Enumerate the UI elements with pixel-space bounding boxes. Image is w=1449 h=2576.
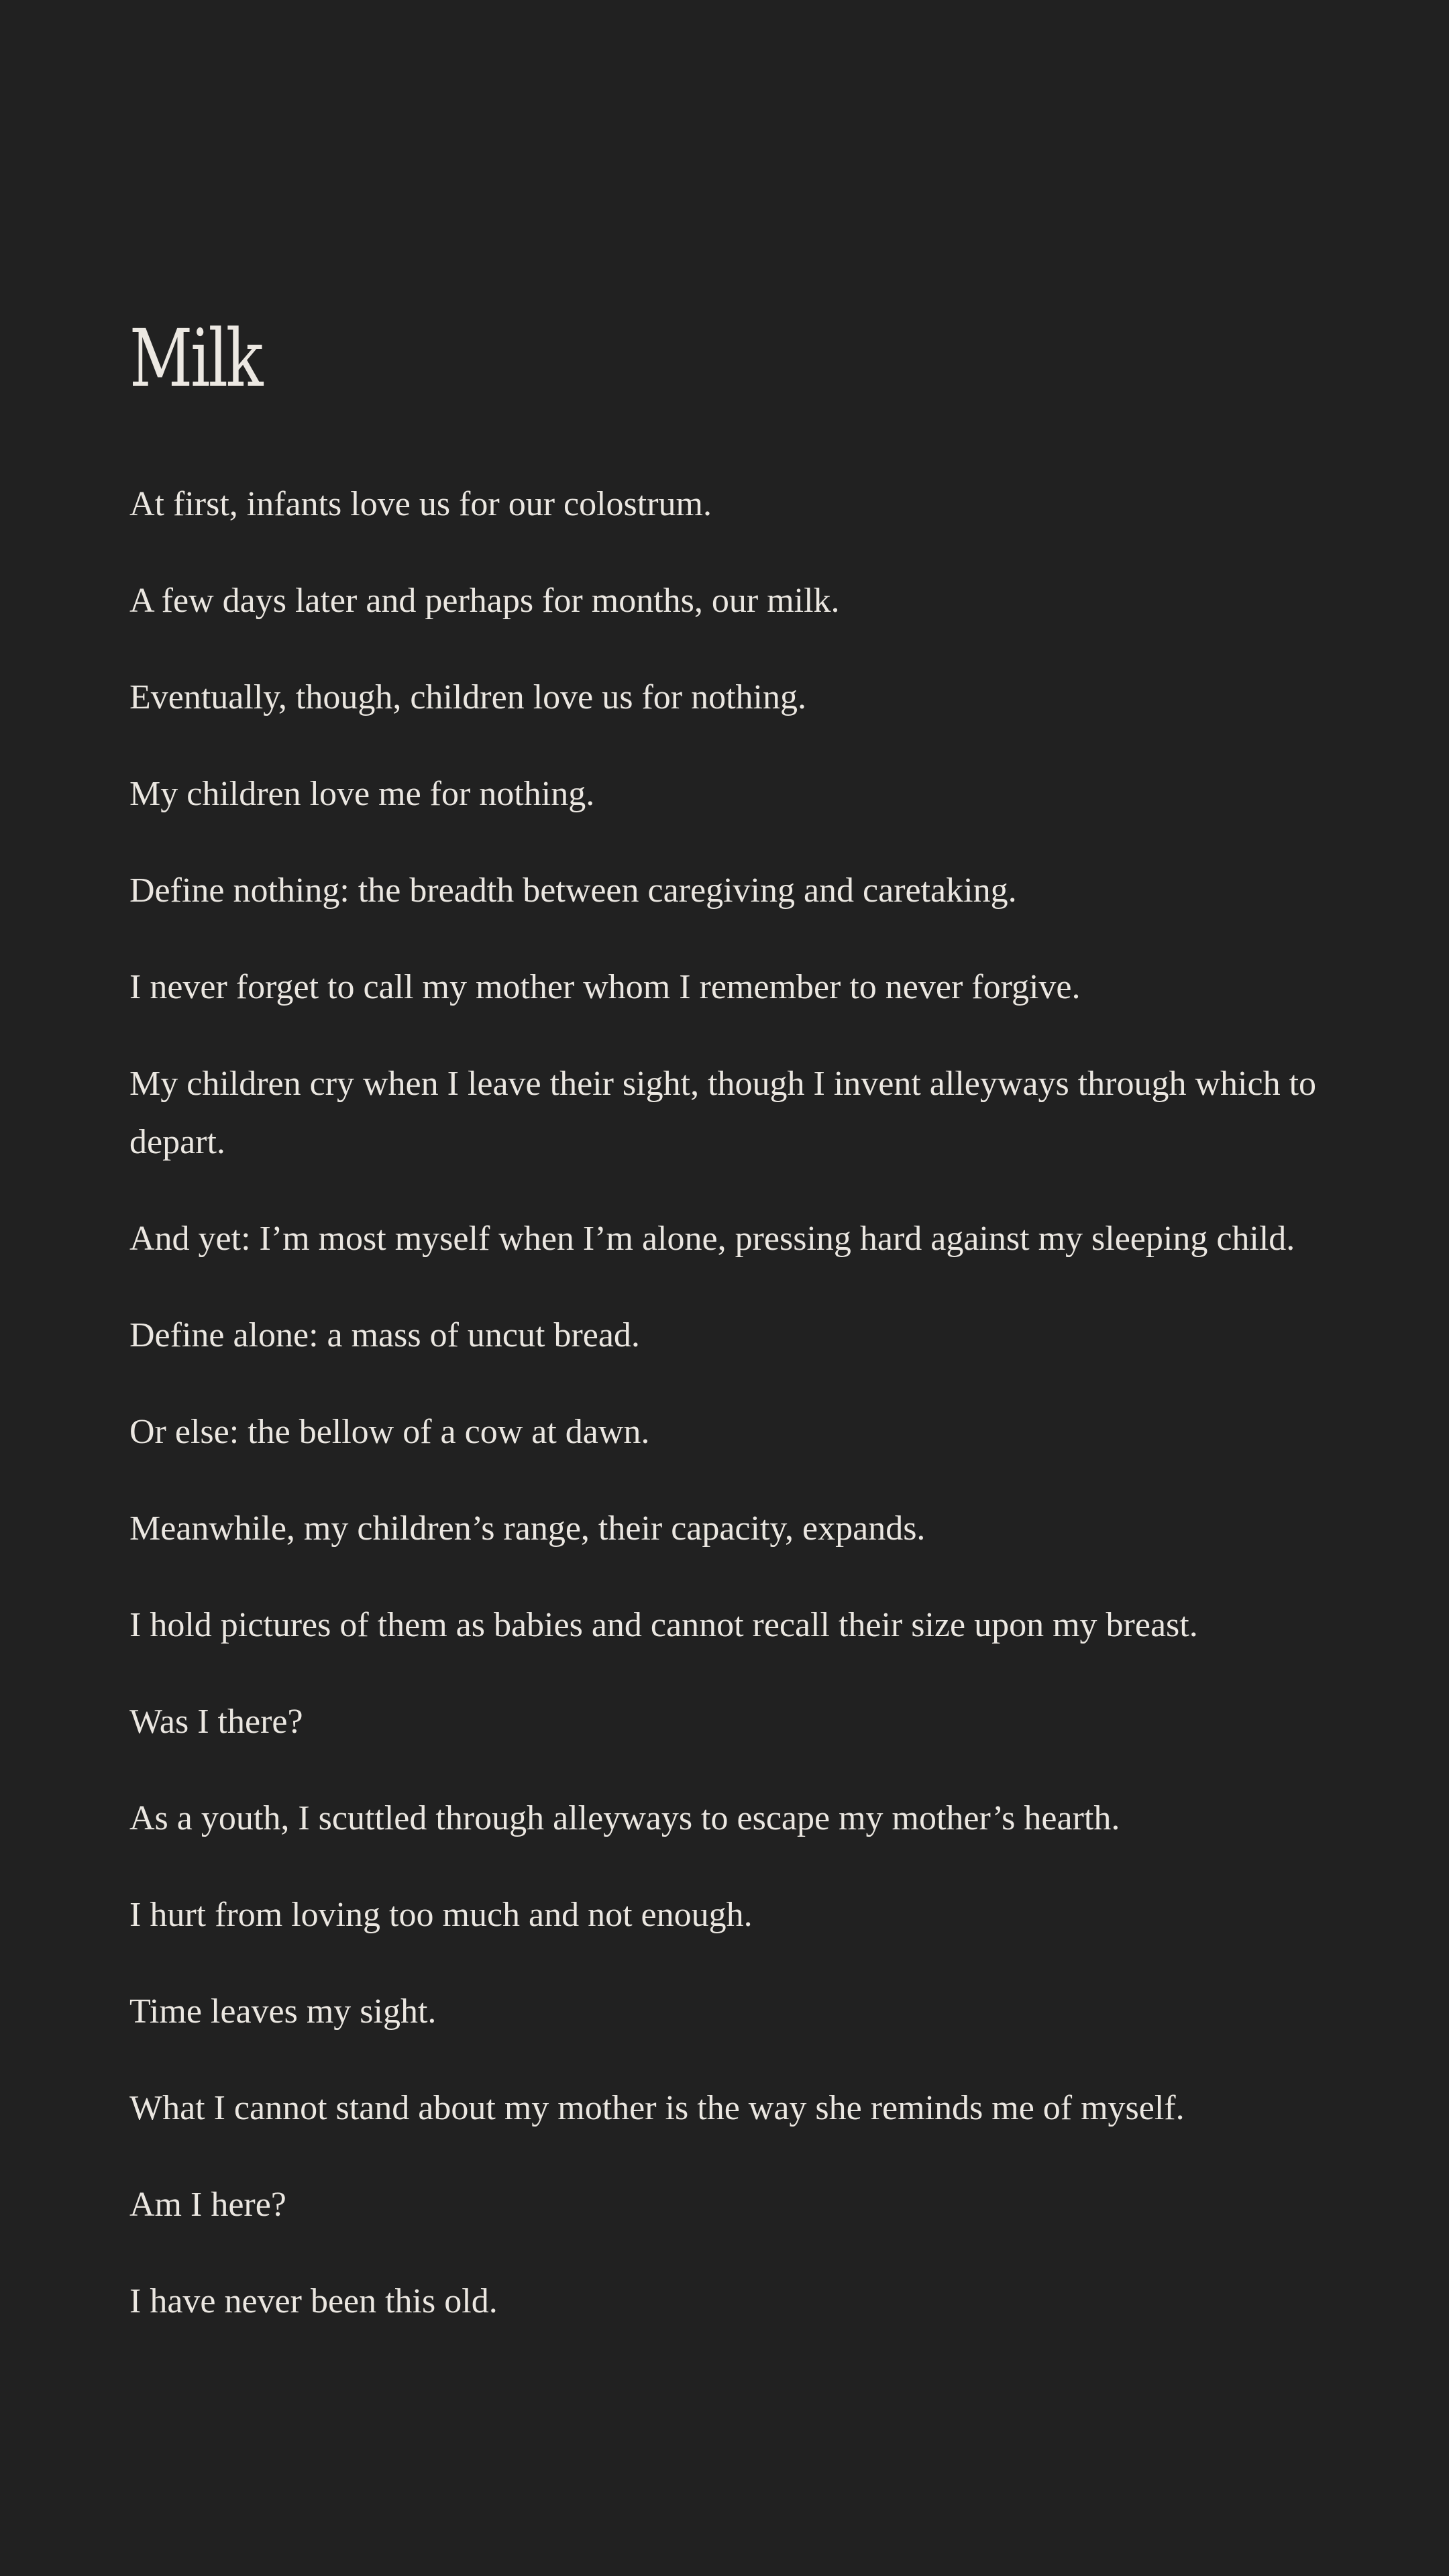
poem-line: My children cry when I leave their sight, though I invent alleyways through which to depart. [129, 1065, 1317, 1161]
poem-line: Define alone: a mass of uncut bread. [129, 1316, 640, 1354]
poem-line: A few days later and perhaps for months, our milk. [129, 582, 840, 620]
poem-line: Was I there? [129, 1703, 303, 1741]
poem-line: Am I here? [129, 2186, 286, 2224]
poem-line: I hurt from loving too much and not enough. [129, 1896, 753, 1934]
poem-line: Time leaves my sight. [129, 1992, 437, 2031]
poem-line: I have never been this old. [129, 2282, 498, 2320]
poem-line: What I cannot stand about my mother is the way she reminds me of myself. [129, 2089, 1185, 2127]
poem-line: At first, infants love us for our colostrum. [129, 485, 712, 523]
poem-line: Or else: the bellow of a cow at dawn. [129, 1413, 650, 1451]
poem-line: My children love me for nothing. [129, 775, 595, 813]
poem-line: I never forget to call my mother whom I remember to never forgive. [129, 968, 1081, 1006]
poem-line: Define nothing: the breadth between caregiving and caretaking. [129, 871, 1017, 910]
poem-line: Eventually, though, children love us for nothing. [129, 678, 806, 716]
poem-line: As a youth, I scuttled through alleyways to escape my mother’s hearth. [129, 1799, 1120, 1837]
poem-title: Milk [129, 312, 262, 405]
poem-line: Meanwhile, my children’s range, their capacity, expands. [129, 1509, 926, 1548]
poem-line: I hold pictures of them as babies and cannot recall their size upon my breast. [129, 1606, 1198, 1644]
poem-body [129, 475, 1377, 2369]
poem-line: And yet: I’m most myself when I’m alone, pressing hard against my sleeping child. [129, 1220, 1295, 1258]
